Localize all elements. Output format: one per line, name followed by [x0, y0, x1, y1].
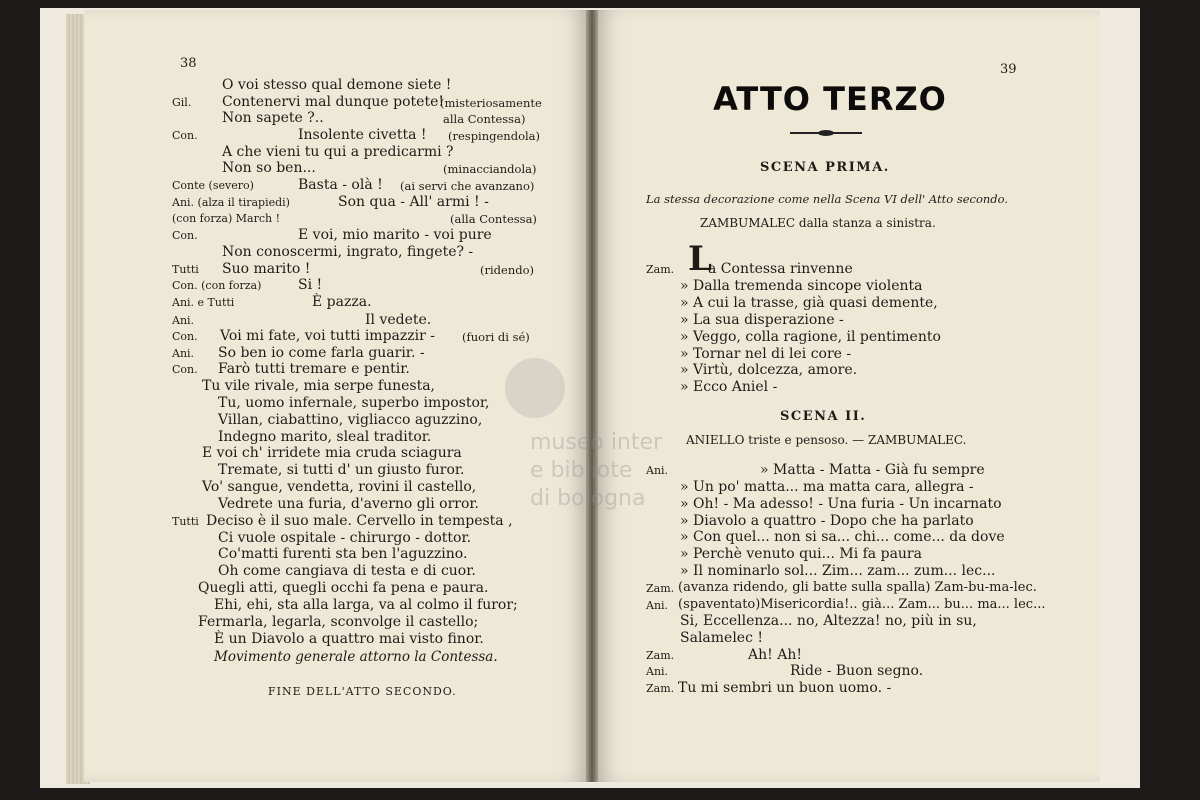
title-ornament-rule — [790, 132, 862, 134]
watermark-line-3: di bologna — [530, 486, 646, 511]
stage-direction: alla Contessa) — [443, 112, 526, 126]
speaker-label: Ani. (alza il tirapiedi) — [172, 196, 290, 209]
speaker-label: Zam. — [646, 649, 675, 662]
speaker-label: Con. (con forza) — [172, 279, 262, 292]
verse-line: » Diavolo a quattro - Dopo che ha parlato — [680, 513, 974, 529]
verse-line: » Dalla tremenda sincope violenta — [680, 278, 923, 294]
verse-line: (spaventato)Misericordia!.. già... Zam... bu... ma... lec... — [678, 597, 1046, 612]
verse-line: » Con quel... non si sa... chi... come... da dove — [680, 529, 1005, 545]
verse-line: Non conoscermi, ingrato, fingete? - — [222, 244, 474, 260]
scene-1-setting: La stessa decorazione come nella Scena VI dell' Atto secondo. — [646, 192, 1009, 206]
scene-1-title: SCENA PRIMA. — [760, 160, 890, 175]
verse-line: Co'matti furenti sta ben l'aguzzino. — [218, 546, 468, 562]
verse-line: È un Diavolo a quattro mai visto finor. — [214, 631, 484, 647]
verse-line: Son qua - All' armi ! - — [338, 194, 489, 210]
verse-line: E voi ch' irridete mia cruda sciagura — [202, 445, 462, 461]
speaker-label: Ani. — [646, 665, 669, 678]
act-title: ATTO TERZO — [713, 80, 947, 118]
verse-line: Fermarla, legarla, sconvolge il castello; — [198, 614, 479, 630]
speaker-label: Zam. — [646, 682, 675, 695]
speaker-label: Gil. — [172, 96, 192, 109]
speaker-label: Ani. — [172, 314, 195, 327]
verse-line: Tu vile rivale, mia serpe funesta, — [202, 378, 436, 394]
verse-line: Deciso è il suo male. Cervello in tempesta , — [206, 513, 513, 529]
verse-line: Salamelec ! — [680, 630, 764, 646]
page-number-left: 38 — [180, 56, 197, 71]
stage-direction: (respingendola) — [448, 129, 541, 143]
watermark-line-2: e bibliote — [530, 458, 633, 483]
verse-line: Tu, uomo infernale, superbo impostor, — [218, 395, 490, 411]
drop-cap: L — [688, 239, 712, 279]
verse-line: Tu mi sembri un buon uomo. - — [678, 680, 892, 696]
speaker-label: (con forza) March ! — [172, 212, 280, 225]
stage-direction: (ai servi che avanzano) — [400, 179, 535, 193]
verse-line: (avanza ridendo, gli batte sulla spalla) Zam-bu-ma-lec. — [678, 580, 1037, 595]
speaker-zam: Zam. — [646, 263, 675, 276]
verse-line: Indegno marito, sleal traditor. — [218, 429, 432, 445]
verse-line: » Perchè venuto qui... Mi fa paura — [680, 546, 922, 562]
verse-line: Quegli atti, quegli occhi fa pena e paura. — [198, 580, 489, 596]
verse-line: Villan, ciabattino, vigliacco aguzzino, — [218, 412, 483, 428]
speaker-label: Con. — [172, 330, 198, 343]
verse-line: Vo' sangue, vendetta, rovini il castello, — [202, 479, 477, 495]
speaker-label: Zam. — [646, 582, 675, 595]
verse-line: Basta - olà ! — [298, 177, 383, 193]
verse-line: Suo marito ! — [222, 261, 311, 277]
stage-direction: (ridendo) — [480, 263, 535, 277]
scene-2-entrance: ANIELLO triste e pensoso. — ZAMBUMALEC. — [686, 433, 967, 447]
verse-line: a Contessa rinvenne — [708, 261, 853, 277]
verse-line: O voi stesso qual demone siete ! — [222, 77, 452, 93]
stage-direction: (alla Contessa) — [450, 212, 537, 226]
speaker-label: Tutti — [172, 515, 199, 528]
speaker-label: Con. — [172, 363, 198, 376]
verse-line: So ben io come farla guarir. - — [218, 345, 425, 361]
verse-line: Il vedete. — [365, 312, 432, 328]
verse-line: Si ! — [298, 277, 323, 293]
speaker-label: Conte (severo) — [172, 179, 254, 192]
verse-line: Ehi, ehi, sta alla larga, va al colmo il furor; — [214, 597, 518, 613]
verse-line: » Tornar nel di lei core - — [680, 346, 852, 362]
verse-line: » Ecco Aniel - — [680, 379, 778, 395]
speaker-label: Ani. — [646, 599, 669, 612]
verse-line: Non so ben... — [222, 160, 316, 176]
book-gutter — [586, 10, 598, 782]
speaker-label: Tutti — [172, 263, 199, 276]
verse-line: » Veggo, colla ragione, il pentimento — [680, 329, 941, 345]
verse-line: » A cui la trasse, già quasi demente, — [680, 295, 938, 311]
page-number-right: 39 — [1000, 62, 1017, 77]
speaker-label: Ani. — [172, 347, 195, 360]
stage-direction: (misteriosamente — [440, 96, 542, 110]
verse-line: » La sua disperazione - — [680, 312, 844, 328]
verse-line: A che vieni tu qui a predicarmi ? — [222, 144, 454, 160]
stage-direction: Movimento generale attorno la Contessa. — [214, 649, 498, 665]
verse-line: » Un po' matta... ma matta cara, allegra - — [680, 479, 974, 495]
verse-line: Ci vuole ospitale - chirurgo - dottor. — [218, 530, 472, 546]
verse-line: E voi, mio marito - voi pure — [298, 227, 492, 243]
act-end-note: FINE DELL'ATTO SECONDO. — [268, 685, 457, 698]
verse-line: Ride - Buon segno. — [790, 663, 924, 679]
verse-line: Tremate, si tutti d' un giusto furor. — [218, 462, 465, 478]
verse-line: » Il nominarlo sol... Zim... zam... zum... lec... — [680, 563, 996, 579]
verse-line: Oh come cangiava di testa e di cuor. — [218, 563, 476, 579]
watermark-circle — [505, 358, 565, 418]
verse-line: Contenervi mal dunque potete! — [222, 94, 444, 110]
verse-line: Vedrete una furia, d'averno gli orror. — [218, 496, 480, 512]
verse-line: Si, Eccellenza... no, Altezza! no, più in su, — [680, 613, 977, 629]
verse-line: Insolente civetta ! — [298, 127, 427, 143]
scene-1-entrance: ZAMBUMALEC dalla stanza a sinistra. — [700, 216, 936, 230]
scene-2-title: SCENA II. — [780, 409, 867, 424]
verse-line: Farò tutti tremare e pentir. — [218, 361, 410, 377]
stage-direction: (minacciandola) — [443, 162, 537, 176]
verse-line: » Matta - Matta - Già fu sempre — [760, 462, 985, 478]
speaker-label: Con. — [172, 129, 198, 142]
verse-line: » Oh! - Ma adesso! - Una furia - Un incarnato — [680, 496, 1002, 512]
speaker-label: Ani. — [646, 464, 669, 477]
verse-line: Ah! Ah! — [748, 647, 802, 663]
speaker-label: Con. — [172, 229, 198, 242]
watermark-line-1: museo inter — [530, 430, 663, 455]
verse-line: È pazza. — [312, 294, 372, 310]
verse-line: Non sapete ?.. — [222, 110, 324, 126]
speaker-label: Ani. e Tutti — [172, 296, 235, 309]
verse-line: Voi mi fate, voi tutti impazzir - — [220, 328, 435, 344]
verse-line: » Virtù, dolcezza, amore. — [680, 362, 858, 378]
stage-direction: (fuori di sé) — [462, 330, 530, 344]
